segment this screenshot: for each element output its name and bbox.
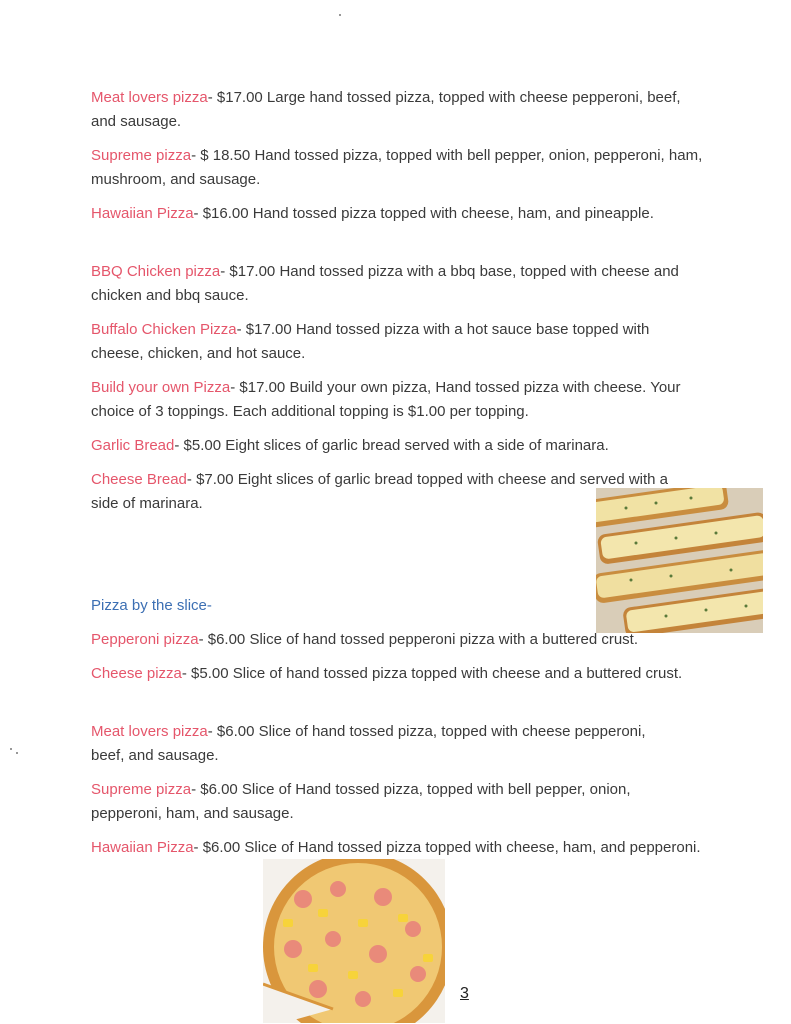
item-name: Hawaiian Pizza <box>91 839 194 856</box>
item-description: - $ 18.50 Hand tossed pizza, topped with bell pepper, onion, pepperoni, ham, mushroom, and sausage. <box>91 147 703 188</box>
item-description: - $17.00 Build your own pizza, Hand tossed pizza with cheese. Your choice of 3 toppings. Each additional topping is $1.00 per topping. <box>91 379 681 420</box>
menu-item <box>91 202 703 226</box>
item-name: Cheese pizza <box>91 665 182 682</box>
item-name: Build your own Pizza <box>91 379 231 396</box>
item-description: - $6.00 Slice of hand tossed pepperoni pizza with a buttered crust. <box>198 631 639 648</box>
menu-item <box>91 628 703 652</box>
item-description: - $17.00 Hand tossed pizza with a hot sauce base topped with cheese, chicken, and hot sauce. <box>91 321 650 362</box>
item-description: - $6.00 Slice of hand tossed pizza, topped with cheese pepperoni, beef, and sausage. <box>91 723 646 764</box>
item-name: BBQ Chicken pizza <box>91 263 221 280</box>
item-description: - $16.00 Hand tossed pizza topped with cheese, ham, and pineapple. <box>193 205 654 222</box>
item-name: Cheese Bread <box>91 471 187 488</box>
item-description: - $6.00 Slice of Hand tossed pizza topped with cheese, ham, and pepperoni. <box>193 839 701 856</box>
menu-item <box>91 468 671 516</box>
item-description: - $6.00 Slice of Hand tossed pizza, topped with bell pepper, onion, pepperoni, ham, and sausage. <box>91 781 631 822</box>
menu-item <box>91 376 703 424</box>
menu-item <box>91 260 703 308</box>
menu-item <box>91 434 703 458</box>
item-name: Supreme pizza <box>91 147 192 164</box>
item-description: - $5.00 Eight slices of garlic bread served with a side of marinara. <box>174 437 609 454</box>
menu-item <box>91 144 703 192</box>
scan-speck <box>339 14 341 16</box>
menu-item <box>91 778 703 826</box>
scan-speck <box>16 752 18 754</box>
page-number: 3 <box>460 985 469 1002</box>
item-description: - $7.00 Eight slices of garlic bread topped with cheese and served with a side of marinara. <box>91 471 669 512</box>
item-description: - $5.00 Slice of hand tossed pizza topped with cheese and a buttered crust. <box>181 665 683 682</box>
scan-speck <box>10 748 12 750</box>
item-name: Hawaiian Pizza <box>91 205 194 222</box>
cheese-bread-photo <box>596 488 763 633</box>
item-name: Meat lovers pizza <box>91 723 208 740</box>
item-name: Garlic Bread <box>91 437 175 454</box>
item-name: Buffalo Chicken Pizza <box>91 321 237 338</box>
item-description: - $17.00 Hand tossed pizza with a bbq base, topped with cheese and chicken and bbq sauce. <box>91 263 679 304</box>
menu-item <box>91 720 651 768</box>
hawaiian-pizza-photo <box>263 859 445 1023</box>
menu-item <box>91 318 703 366</box>
item-description: - $17.00 Large hand tossed pizza, topped with cheese pepperoni, beef, and sausage. <box>91 89 681 130</box>
section-title-slice: Pizza by the slice- <box>91 597 212 614</box>
menu-item <box>91 836 703 860</box>
item-name: Pepperoni pizza <box>91 631 199 648</box>
menu-item <box>91 86 703 134</box>
item-name: Supreme pizza <box>91 781 192 798</box>
item-name: Meat lovers pizza <box>91 89 208 106</box>
menu-item <box>91 662 703 686</box>
